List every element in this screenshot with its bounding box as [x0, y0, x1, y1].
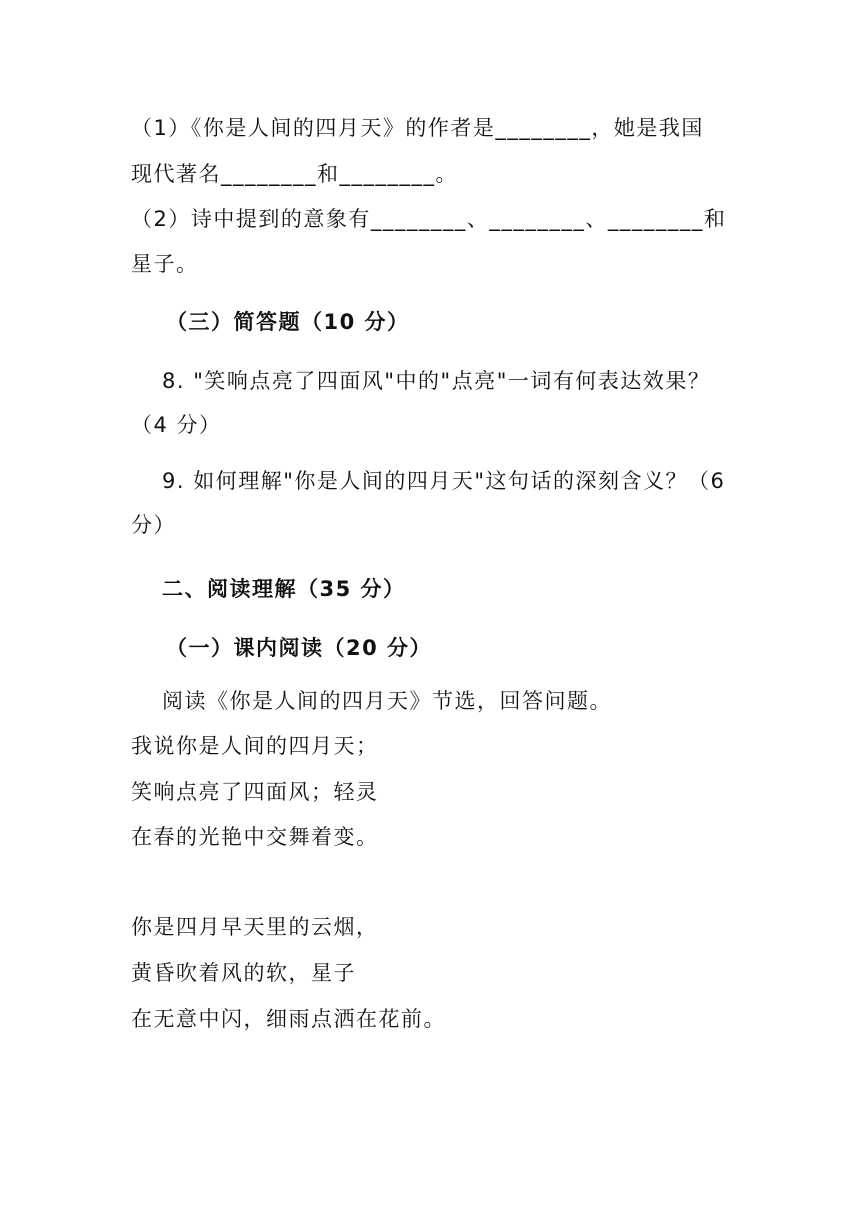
question-8-line-1: 8. "笑响点亮了四面风"中的"点亮"一词有何表达效果？ — [162, 369, 711, 393]
question-1-line-1: （1）《你是人间的四月天》的作者是________，她是我国 — [131, 116, 704, 140]
question-2-line-2: 星子。 — [131, 252, 199, 276]
question-8-line-2: （4 分） — [131, 413, 222, 437]
question-9-line-1: 9. 如何理解"你是人间的四月天"这句话的深刻含义？（6 — [162, 469, 726, 493]
section-short-answer-heading: （三）简答题（10 分） — [166, 310, 410, 334]
question-9-line-2: 分） — [131, 513, 176, 537]
section-reading-heading: 二、阅读理解（35 分） — [162, 577, 406, 601]
question-2-line-1: （2）诗中提到的意象有________、________、________和 — [131, 207, 727, 231]
question-1-line-2: 现代著名________和________。 — [131, 162, 458, 186]
subsection-in-class-reading-heading: （一）课内阅读（20 分） — [166, 636, 433, 660]
poem-line-5: 黄昏吹着风的软，星子 — [131, 961, 356, 985]
reading-instruction: 阅读《你是人间的四月天》节选，回答问题。 — [162, 689, 612, 713]
poem-line-1: 我说你是人间的四月天； — [131, 734, 379, 758]
poem-line-3: 在春的光艳中交舞着变。 — [131, 825, 379, 849]
poem-line-6: 在无意中闪，细雨点洒在花前。 — [131, 1007, 446, 1031]
poem-line-4: 你是四月早天里的云烟， — [131, 915, 379, 939]
poem-line-2: 笑响点亮了四面风；轻灵 — [131, 780, 379, 804]
